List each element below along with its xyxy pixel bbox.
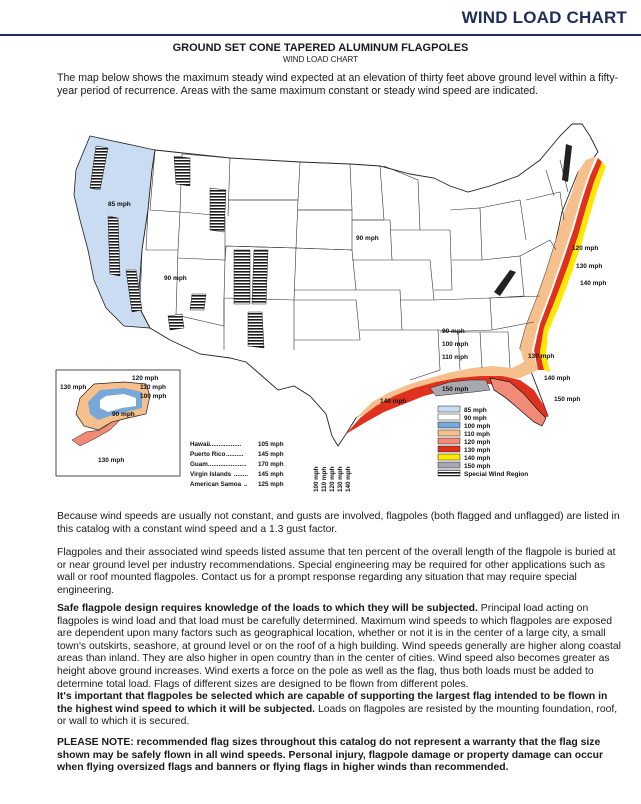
territory-speed: 105 mph <box>258 441 284 448</box>
legend-label: 100 mph <box>464 423 491 430</box>
alaska-label-130b: 130 mph <box>98 457 125 464</box>
vertical-speed-label: 110 mph <box>321 466 328 492</box>
legend-label: 110 mph <box>464 431 491 438</box>
label-se-90: 90 mph <box>442 328 465 335</box>
body-paragraph-3-lead: Safe flagpole design requires knowledge of the loads to which they will be subjected. <box>57 603 478 614</box>
alaska-label-120: 120 mph <box>132 375 159 382</box>
body-paragraph-1: Because wind speeds are usually not constant, and gusts are involved, flagpoles (both flagged and unflagged) are listed in this catalog with a constant wind speed and a 1.3 gust factor. <box>57 511 620 535</box>
intro-paragraph: The map below shows the maximum steady wind expected at an elevation of thirty feet above ground level within a fifty-year period of recurrence. Areas with the same maximum constant or steady wind speed are indicated. <box>57 72 619 97</box>
body-paragraph-4-lead: It's important that flagpoles be selected which are capable of supporting the largest flag intended to be flown in the highest wind speed to which it will be subjected. <box>57 691 608 715</box>
legend-label: 140 mph <box>464 455 491 462</box>
vertical-speed-labels <box>313 466 352 492</box>
legend-swatch <box>438 414 460 420</box>
label-ne-120: 120 mph <box>572 245 599 252</box>
territory-speed: 145 mph <box>258 471 284 478</box>
label-se-100: 100 mph <box>442 341 469 348</box>
label-ne-130: 130 mph <box>576 263 603 270</box>
legend-label: 130 mph <box>464 447 491 454</box>
label-central-90: 90 mph <box>356 235 379 242</box>
legend-swatch <box>438 406 460 412</box>
legend-label: 120 mph <box>464 439 491 446</box>
territory-speed: 125 mph <box>258 481 284 488</box>
label-west-90: 90 mph <box>164 275 187 282</box>
label-se-110: 110 mph <box>442 354 469 361</box>
territory-dots: ...................... <box>208 461 247 468</box>
alaska-label-130a: 130 mph <box>60 384 87 391</box>
body-paragraph-3-text: Principal load acting on flagpoles is wind load and that load must be carefully determined. Maximum wind speeds to which flagpoles are exposed are dependent upon many factors such as geographical location, whether or not it is in the center of a large city, a small town's outskirts, seashore, at ground level or on the roof of a high building. Wind speeds generally are higher along coastal areas than inland. They are also higher in open country than in the center of cities. Wind speed also becomes greater as height above ground increases. Wind exerts a force on the pole as well as the flag, thus both loads must be added to determine total load. Flags of different sizes are designed to be flown from different poles. <box>57 603 621 690</box>
legend-swatch <box>438 454 460 460</box>
territory-name: Hawaii <box>190 441 210 448</box>
label-gulf-150: 150 mph <box>442 386 469 393</box>
label-ne-140: 140 mph <box>580 280 607 287</box>
alaska-inset <box>56 370 180 476</box>
territory-speed: 145 mph <box>258 451 284 458</box>
label-se-130: 130 mph <box>528 353 555 360</box>
page-title: GROUND SET CONE TAPERED ALUMINUM FLAGPOLES <box>172 42 469 54</box>
legend-swatch <box>438 446 460 452</box>
territory-speed-table <box>190 441 284 488</box>
vertical-speed-label: 140 mph <box>345 466 352 492</box>
territory-dots: ........ <box>234 471 248 478</box>
territory-speed: 170 mph <box>258 461 284 468</box>
wind-map <box>50 100 610 500</box>
legend-swatch <box>438 430 460 436</box>
label-gulf-140: 140 mph <box>380 398 407 405</box>
territory-name: Guam <box>190 461 208 468</box>
alaska-label-100: 100 mph <box>140 393 167 400</box>
legend-label: Special Wind Region <box>464 471 529 478</box>
legend-label: 85 mph <box>464 407 487 414</box>
label-fl-150: 150 mph <box>554 396 581 403</box>
legend-label: 150 mph <box>464 463 491 470</box>
territory-name: American Samoa <box>190 481 242 488</box>
vertical-speed-label: 100 mph <box>313 466 320 492</box>
legend-swatch <box>438 470 460 476</box>
legend-swatch <box>438 462 460 468</box>
page-subtitle: WIND LOAD CHART <box>283 55 358 64</box>
label-west-85: 85 mph <box>108 201 131 208</box>
vertical-speed-label: 120 mph <box>329 466 336 492</box>
territory-dots: .......... <box>226 451 244 458</box>
body-paragraph-4 <box>57 691 625 729</box>
vertical-speed-label: 130 mph <box>337 466 344 492</box>
legend-swatch <box>438 422 460 428</box>
header-title: WIND LOAD CHART <box>461 8 627 27</box>
territory-dots: ................... <box>208 441 242 448</box>
legend-swatch <box>438 438 460 444</box>
territory-name: Puerto Rico <box>190 451 226 458</box>
alaska-label-110: 110 mph <box>140 384 167 391</box>
map-legend <box>438 406 528 478</box>
body-paragraph-2: Flagpoles and their associated wind speeds listed assume that ten percent of the overall length of the flagpole is buried at or near ground level per industry recommendations. Special engineering may be required for other applications such as wall or roof mounted flagpoles. Contact us for a prompt response regarding any situation that may require special engineering. <box>57 547 616 596</box>
please-note-paragraph: PLEASE NOTE: recommended flag sizes throughout this catalog do not represent a warranty that the flag size shown may be safely flown in all wind speeds. Personal injury, flagpole damage or property damage can occur when flying oversized flags and banners or flying flags in higher winds than recommended. <box>57 737 604 774</box>
territory-name: Virgin Islands <box>190 471 232 478</box>
alaska-label-90: 90 mph <box>112 411 135 418</box>
legend-label: 90 mph <box>464 415 487 422</box>
label-fl-140: 140 mph <box>544 375 571 382</box>
body-paragraph-3 <box>57 603 625 691</box>
body-paragraph-4-text: Loads on flagpoles are resisted by the mounting foundation, roof, or wall to which it is secured. <box>57 703 618 728</box>
header-rule <box>0 34 641 36</box>
territory-dots: .. <box>244 481 248 488</box>
